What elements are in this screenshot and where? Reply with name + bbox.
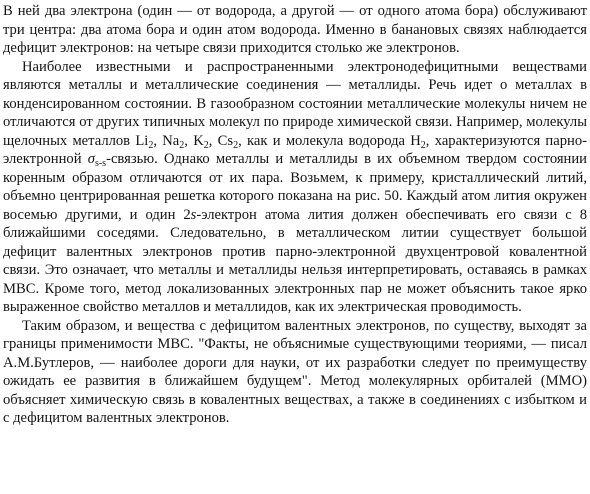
subscript: 2 [203,139,209,151]
text-run: , как и молекула водорода H [238,132,421,149]
subscript: 2 [233,139,239,151]
italic-symbol: s [190,206,197,223]
text-run: Наиболее известными и распространенными электронодефицитными веществами являются металлы и металлические соединения — металлиды. Речь идет о металлах в конденсированном состоянии. В газообразном состоянии металлические молекулы ничем не отличаются от других типичных молекул по природе химической связи. Например, молекулы щелочных металлов Li [3,58,587,149]
subscript: 2 [148,139,154,151]
text-run: 2 [183,206,191,223]
text-run: -электрон атома лития должен обеспечивать его связи с 8 ближайшими соседями. Следовательно, в металлическом литии существует большой дефицит валентных электронов против парно-электронной двухцентровой ковалентной связи. Это означает, что металлы и металлиды нельзя интерпретировать, оставаясь в рамках МВС. Кроме того, метод локализованных электронных пар не может объяснить такое ярко выраженное свойство металлов и металлидов, как их электрическая проводимость. [3,206,587,315]
subscript: 2 [179,139,185,151]
subscript: s-s [94,158,107,169]
text-run: , характеризуются парно-электронной [3,132,587,167]
italic-symbol: σ [87,151,95,167]
paragraph-2 [3,58,587,317]
text-run: -связью. Однако металлы и металлиды в их объемном твердом состоянии коренным образом отличаются от их пара. Возьмем, к примеру, кристаллический литий, объемно центрированная решетка которого показана на рис. 50. Каждый атом лития окружен восемью другими, и один [3,151,587,223]
paragraph-3 [3,317,587,428]
page-text [3,2,587,428]
text-run: Таким образом, и вещества с дефицитом валентных электронов, по существу, выходят за границы применимости МВС. "Факты, не объяснимые существующими теориями, — писал А.М.Бутлеров, — наиболее дороги для науки, от их разработки следует по преимуществу ожидать ее развития в ближайшем будущем". Метод молекулярных орбиталей (ММО) объясняет химическую связь в ковалентных веществах, а также в соединениях с избытком и с дефицитом валентных электронов. [3,317,587,426]
subscript: 2 [420,139,426,151]
text-run: В ней два электрона (один — от водорода, а другой — от одного атома бора) обслуживают три центра: два атома бора и один атом водорода. Именно в банановых связях наблюдается дефицит электронов: на четыре связи приходится столько же электронов. [3,3,587,56]
paragraph-1 [3,2,587,58]
text-run: , K [184,132,204,149]
text-run: , Na [153,132,180,149]
text-run: , Cs [208,132,234,149]
